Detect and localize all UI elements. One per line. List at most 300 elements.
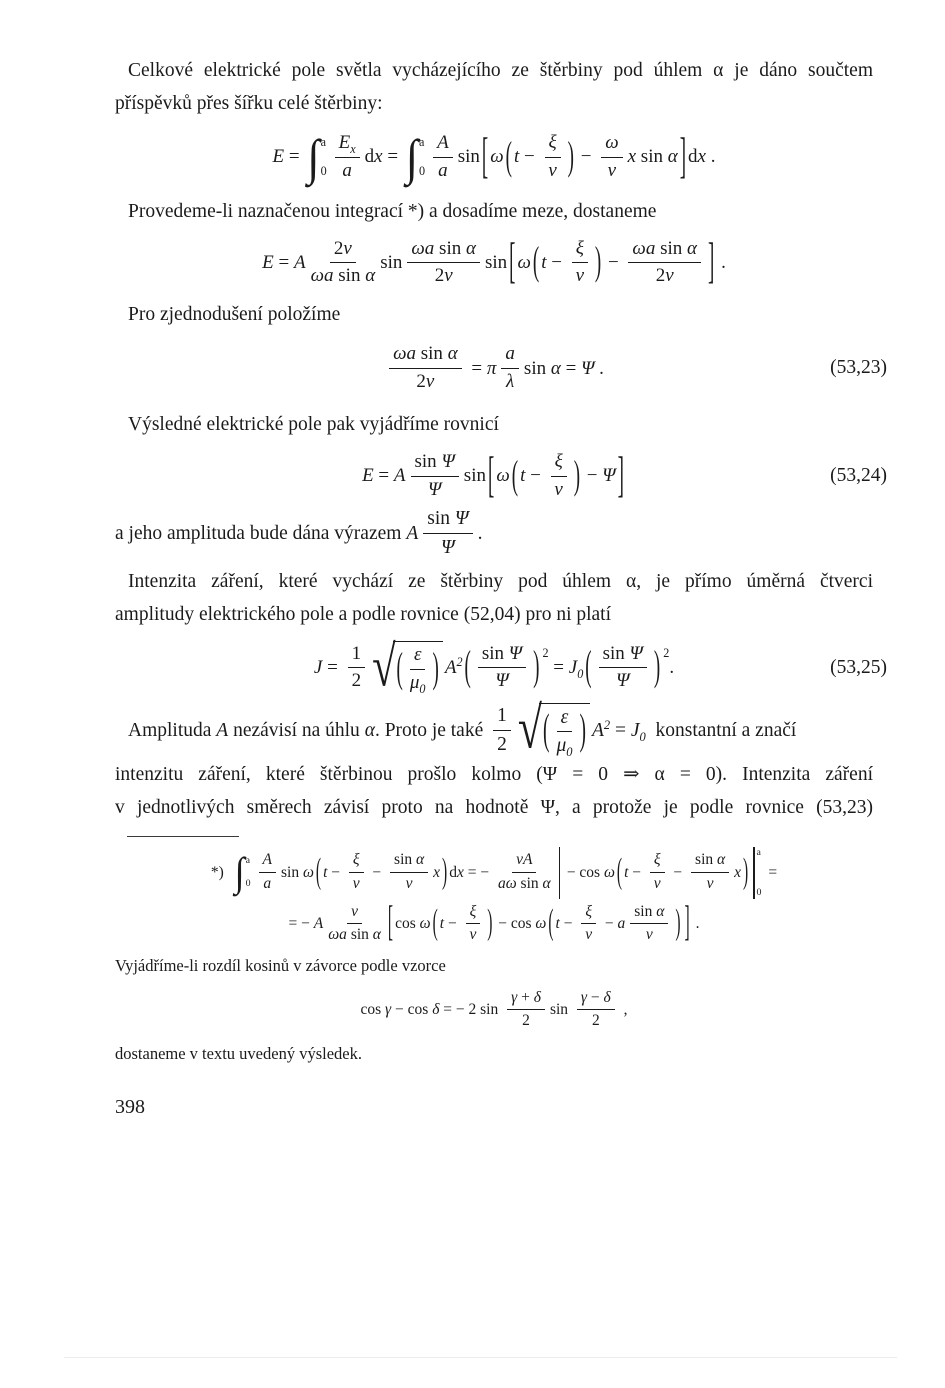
math-delimiter: ( — [432, 903, 438, 943]
math-variable: t — [624, 863, 629, 881]
math-fraction — [478, 643, 526, 694]
math-delimiter: ] — [679, 129, 687, 185]
equation-number: (53,24) — [830, 464, 887, 486]
math-variable: A — [293, 251, 306, 273]
math-variable: a — [263, 875, 272, 893]
math-variable: ξ — [554, 450, 563, 472]
math-variable: α — [656, 902, 665, 920]
math-variable: ω — [535, 914, 547, 932]
fraction-numerator — [389, 343, 462, 369]
math-variable: ω — [419, 914, 431, 932]
evaluation-bar — [559, 847, 560, 899]
fraction-denominator — [342, 158, 352, 183]
math-variable: t — [514, 146, 520, 168]
math-delimiter: ) — [579, 707, 586, 755]
math-variable: δ — [603, 988, 611, 1006]
math-variable: $A^2$ — [591, 717, 611, 741]
math-variable: Ψ — [508, 642, 523, 664]
math-fraction — [423, 507, 472, 559]
fraction-denominator — [608, 158, 616, 183]
fraction-numerator — [628, 238, 701, 264]
fraction-denominator — [311, 263, 376, 288]
math-delimiter: ( — [315, 852, 322, 892]
math-fraction — [581, 903, 596, 945]
fraction-numerator — [478, 643, 526, 669]
integral — [307, 128, 327, 185]
math-variable: aω — [497, 875, 517, 893]
math-text: . — [477, 522, 483, 544]
math-delimiter: ) — [567, 135, 574, 180]
math-text: . Proto je také — [374, 719, 489, 741]
fraction-denominator — [585, 924, 592, 945]
math-variable: ξ — [585, 902, 592, 920]
math-delimiter: ) — [487, 903, 493, 943]
math-variable: Ψ — [629, 642, 643, 664]
math-text: = − 2 sin — [439, 1000, 503, 1018]
math-variable: A — [313, 914, 324, 932]
integral-lower-limit: 0 — [320, 163, 327, 178]
equation-number: (53,25) — [830, 656, 887, 678]
math-fraction — [556, 706, 572, 758]
math-variable: v — [554, 478, 563, 500]
math-variable: A — [437, 132, 449, 153]
math-text: − — [628, 863, 645, 881]
fraction-numerator — [330, 238, 356, 264]
math-text: sin — [414, 450, 442, 472]
fraction-numerator — [630, 903, 668, 925]
math-text: 2 — [333, 237, 344, 259]
paragraph-line-with-math — [115, 696, 873, 762]
math-text: − cos — [391, 1000, 433, 1018]
math-text: d — [449, 863, 457, 881]
fraction-numerator — [466, 903, 481, 925]
equation-field-integral — [115, 128, 873, 185]
math-delimiter: ( — [511, 454, 519, 499]
math-text: 1 — [497, 705, 507, 727]
math-variable: α — [465, 237, 476, 259]
math-text: cos — [395, 914, 420, 932]
fraction-numerator — [349, 851, 364, 873]
math-fraction — [259, 851, 276, 893]
math-text: 2 — [655, 265, 666, 287]
footnote-text-1: Vyjádříme-li rozdíl kosinů v závorce podle vzorce — [115, 955, 446, 975]
fraction-denominator — [707, 873, 714, 894]
footnote-separator — [127, 836, 239, 837]
math-variable: E — [362, 465, 374, 487]
paragraph-integration: Provedeme-li naznačenou integrací *) a dosadíme meze, dostaneme — [128, 200, 657, 222]
math-delimiter: ( — [464, 644, 471, 692]
math-text: 2 — [497, 733, 507, 755]
math-text: = — [322, 657, 343, 679]
integral-lower-limit: 0 — [419, 163, 426, 178]
math-variable: ωa — [632, 237, 656, 259]
math-fraction — [501, 343, 519, 394]
paragraph-intensity — [115, 565, 873, 631]
math-text: − cos — [562, 863, 604, 881]
math-text: = — [560, 357, 582, 379]
math-fraction — [466, 903, 481, 945]
math-delimiter: ( — [505, 135, 512, 180]
math-text: sin — [380, 251, 403, 273]
math-variable: t — [323, 863, 328, 881]
math-fraction — [572, 238, 588, 289]
math-text: − — [575, 146, 597, 168]
math-variable: v — [425, 370, 435, 392]
equation-body — [384, 343, 604, 394]
math-delimiter: ( — [532, 240, 540, 285]
math-variable: $J_0$ — [630, 719, 646, 744]
math-delimiter: ] — [708, 235, 715, 291]
math-text: − — [587, 988, 604, 1006]
equation-body — [362, 448, 626, 504]
integral — [234, 849, 251, 895]
math-text: − cos — [494, 914, 536, 932]
eval-lower-limit: 0 — [756, 887, 762, 899]
math-text: Amplituda — [128, 719, 217, 741]
math-text: = − — [288, 914, 314, 932]
math-fraction — [328, 903, 381, 945]
math-variable: γ — [511, 988, 518, 1006]
fraction-numerator — [335, 132, 360, 158]
math-fraction — [348, 643, 366, 694]
math-variable: Ψ — [581, 357, 595, 379]
math-variable: vA — [516, 851, 533, 869]
math-variable: α — [687, 237, 698, 259]
math-variable: α — [550, 357, 561, 379]
math-fraction — [433, 132, 453, 183]
math-text: sin — [416, 343, 448, 365]
math-variable: Ψ — [427, 478, 442, 500]
math-variable: x — [433, 863, 441, 881]
integral-limits — [245, 854, 251, 890]
math-variable: x — [697, 146, 706, 168]
math-delimiter: ( — [396, 646, 403, 693]
math-text: = — [764, 863, 778, 881]
math-text: sin — [457, 146, 480, 168]
math-text: − — [546, 251, 567, 273]
math-variable: α — [416, 851, 425, 869]
math-variable: ξ — [653, 851, 661, 869]
fraction-numerator — [411, 451, 459, 477]
math-text: − — [601, 914, 618, 932]
math-fraction — [601, 132, 622, 183]
math-variable: δ — [533, 988, 541, 1006]
fraction-numerator — [557, 706, 573, 732]
math-variable: E — [272, 146, 285, 168]
math-fraction — [577, 989, 615, 1031]
fraction-denominator — [416, 369, 434, 394]
fraction-numerator — [551, 451, 567, 477]
math-text: 2 — [434, 265, 445, 287]
bar-line — [753, 847, 754, 899]
math-variable: A — [216, 719, 229, 741]
math-text: − — [525, 465, 546, 487]
fraction-denominator — [498, 873, 551, 894]
math-delimiter: ] — [617, 448, 624, 504]
math-variable: α — [717, 851, 726, 869]
math-delimiter: [ — [509, 235, 516, 291]
scan-artifact-line — [64, 1357, 897, 1358]
math-superscript: 2 — [542, 645, 549, 660]
integral-sign: ∫ — [307, 128, 320, 185]
fraction-denominator — [352, 668, 362, 693]
fraction-numerator — [691, 851, 729, 873]
math-variable: ξ — [352, 851, 360, 869]
footnote-cosine-formula — [115, 989, 873, 1031]
paragraph-line: příspěvků přes šířku celé štěrbiny: — [115, 93, 383, 114]
math-text: 2 — [351, 670, 362, 692]
math-variable: $\mu_0$ — [409, 671, 426, 696]
math-fraction — [390, 851, 428, 893]
integral-lower-limit: 0 — [245, 878, 251, 890]
math-text: sin — [481, 642, 509, 664]
math-text: d — [364, 146, 375, 168]
math-variable: ωa — [328, 926, 347, 944]
math-text: = — [382, 146, 403, 168]
math-variable: Ψ — [495, 670, 509, 692]
math-variable: a — [438, 159, 448, 181]
integral-limits — [320, 135, 327, 180]
fraction-numerator — [581, 903, 596, 925]
math-variable: α — [364, 719, 375, 741]
math-superscript: 2 — [663, 645, 670, 660]
paragraph-resulting-field: Výsledné elektrické pole pak vyjádříme rovnicí — [128, 413, 499, 435]
math-delimiter: ( — [616, 852, 623, 892]
math-text: . — [716, 251, 726, 273]
eval-limits — [757, 847, 762, 899]
equation-integrated-field — [115, 235, 873, 291]
math-text: sin — [427, 508, 455, 530]
math-variable: ε — [413, 644, 422, 666]
math-text: sin — [346, 926, 373, 944]
math-variable: v — [351, 902, 359, 920]
math-fraction — [551, 451, 567, 502]
math-delimiter: [ — [387, 900, 394, 946]
math-delimiter: [ — [481, 129, 489, 185]
paragraph-line: v jednotlivých směrech závisí proto na hodnotě Ψ, a protože je podle rovnice (53,23) — [115, 796, 873, 818]
fraction-denominator — [506, 369, 514, 394]
math-fraction — [545, 132, 561, 183]
math-variable: ω — [517, 251, 531, 273]
math-variable: α — [372, 926, 381, 944]
footnote-equation-2 — [115, 900, 873, 946]
math-variable: t — [541, 251, 547, 273]
fraction-denominator — [441, 534, 455, 559]
math-text: + — [517, 988, 534, 1006]
fraction-numerator — [545, 132, 561, 158]
math-text: 2 — [591, 1012, 600, 1030]
math-variable: Ψ — [441, 536, 455, 558]
math-text: = — [273, 251, 294, 273]
math-variable: v — [665, 265, 674, 287]
integral — [405, 128, 426, 185]
fraction-numerator — [601, 132, 622, 158]
math-text: 1 — [351, 642, 362, 664]
math-text: − — [444, 914, 461, 932]
math-text: , — [619, 1000, 628, 1018]
math-variable: A — [262, 851, 272, 869]
footnote-text-2: dostaneme v textu uvedený výsledek. — [115, 1043, 362, 1063]
math-delimiter: ] — [684, 900, 690, 946]
math-text: − — [559, 914, 577, 932]
math-text: sin — [463, 465, 486, 487]
math-variable: δ — [432, 1000, 440, 1018]
paragraph-line: amplitudy elektrického pole a podle rovnice (52,04) pro ni platí — [115, 604, 612, 626]
math-variable: a — [617, 914, 626, 932]
fraction-numerator — [512, 851, 536, 873]
math-text: sin — [695, 851, 718, 869]
fraction-denominator — [263, 873, 271, 894]
math-fraction — [507, 989, 545, 1031]
fraction-numerator — [407, 238, 480, 264]
radical-sign: √ — [372, 635, 396, 699]
math-variable: v — [607, 159, 617, 181]
page-number: 398 — [115, 1095, 145, 1118]
math-text: sin — [280, 863, 303, 881]
math-fraction — [335, 132, 360, 183]
fraction-numerator — [259, 851, 276, 873]
fraction-denominator — [497, 731, 507, 756]
math-variable: $A^2$ — [444, 655, 463, 679]
paragraph-amplitude — [115, 507, 873, 559]
fraction-numerator — [410, 644, 426, 670]
math-text: konstantní a značí — [645, 719, 797, 741]
math-variable: v — [645, 926, 653, 944]
math-text: = − — [463, 863, 493, 881]
math-text: sin — [516, 875, 543, 893]
math-variable: v — [405, 875, 413, 893]
math-text: sin — [434, 237, 466, 259]
fraction-numerator — [577, 989, 615, 1011]
fraction-denominator — [646, 924, 653, 945]
paragraph-intro — [115, 54, 873, 120]
fraction-denominator — [353, 873, 360, 894]
math-text: − — [669, 863, 687, 881]
fraction-denominator — [556, 732, 573, 760]
math-text: a jeho amplituda bude dána výrazem — [115, 522, 407, 544]
fraction-denominator — [495, 668, 508, 693]
integral-sign: ∫ — [405, 128, 419, 185]
math-fraction — [411, 451, 459, 502]
fraction-numerator — [347, 903, 362, 925]
math-delimiter: ) — [653, 644, 661, 692]
fraction-numerator — [572, 238, 588, 264]
footnote-equation-1 — [115, 847, 873, 899]
fraction-denominator — [438, 158, 448, 183]
math-variable: x — [734, 863, 742, 881]
math-text: . — [691, 914, 700, 932]
math-variable: α — [667, 146, 678, 168]
math-variable: ξ — [548, 132, 557, 153]
math-variable: γ — [385, 1000, 392, 1018]
fraction-denominator — [410, 670, 426, 695]
equation-53-24 — [115, 448, 887, 504]
math-text: sin — [634, 902, 657, 920]
fraction-numerator — [507, 989, 545, 1011]
math-variable: ωa — [310, 265, 334, 287]
fraction-numerator — [423, 507, 472, 533]
integral-limits — [418, 135, 425, 180]
math-fraction — [410, 644, 426, 695]
math-delimiter: ) — [743, 852, 749, 892]
math-variable: ω — [490, 146, 504, 168]
fraction-denominator — [328, 924, 381, 945]
fraction-denominator — [656, 263, 674, 288]
equation-53-23 — [115, 343, 887, 394]
math-variable: A — [406, 522, 419, 544]
math-variable: Ψ — [616, 670, 630, 692]
fraction-denominator — [522, 1010, 530, 1031]
math-text: 2 — [416, 370, 426, 392]
math-variable: x — [627, 146, 637, 168]
math-text: sin — [602, 642, 630, 664]
math-variable: x — [456, 863, 464, 881]
math-variable: v — [653, 875, 661, 893]
math-variable: ωa — [411, 237, 435, 259]
equation-53-25 — [115, 635, 887, 699]
math-fraction — [493, 704, 511, 756]
math-text: − — [603, 251, 624, 273]
math-variable: γ — [580, 988, 588, 1006]
math-text: nezávisí na úhlu — [228, 719, 365, 741]
equation-number: (53,23) — [830, 357, 887, 379]
math-variable: ωa — [393, 343, 416, 365]
math-delimiter: ) — [573, 454, 581, 499]
radical-sign: √ — [517, 696, 542, 762]
math-delimiter: [ — [487, 448, 495, 504]
math-variable: α — [542, 875, 551, 893]
math-text: *) — [210, 863, 232, 881]
math-variable: v — [343, 237, 352, 259]
fraction-denominator — [616, 668, 629, 693]
math-variable: Ψ — [602, 465, 616, 487]
math-fraction — [628, 238, 701, 289]
math-variable: J — [313, 657, 323, 679]
math-variable: ω — [603, 863, 615, 881]
radicand — [393, 641, 443, 695]
math-variable: a — [342, 159, 352, 181]
math-fraction — [650, 851, 665, 893]
eval-upper-limit: a — [756, 846, 761, 858]
fraction-denominator — [548, 158, 556, 183]
fraction-numerator — [390, 851, 428, 873]
math-text: sin — [549, 1000, 572, 1018]
math-fraction — [691, 851, 729, 893]
fraction-denominator — [435, 263, 453, 288]
math-text: − — [368, 863, 386, 881]
math-variable: a — [505, 343, 515, 365]
math-variable: ε — [560, 706, 569, 728]
integral-upper-limit: a — [245, 855, 250, 867]
integral-upper-limit: a — [419, 134, 425, 149]
math-text: sin — [523, 357, 551, 379]
math-delimiter: ) — [432, 646, 439, 693]
math-text: sin — [655, 237, 688, 259]
math-variable: ξ — [469, 902, 477, 920]
paragraph-line: intenzitu záření, které štěrbinou prošlo kolmo (Ψ = 0 ⇒ α = 0). Intenzita záření — [115, 763, 873, 785]
fraction-numerator — [433, 132, 453, 158]
math-fraction — [311, 238, 376, 289]
math-fraction — [599, 643, 647, 694]
math-variable: ω — [302, 863, 314, 881]
math-text: − — [582, 465, 603, 487]
math-text: . — [594, 357, 604, 379]
math-text: − — [519, 146, 540, 168]
math-delimiter: ( — [542, 707, 550, 755]
fraction-numerator — [501, 343, 519, 369]
paragraph-simplification: Pro zjednodušení položíme — [128, 304, 341, 326]
math-text: cos — [360, 1000, 386, 1018]
